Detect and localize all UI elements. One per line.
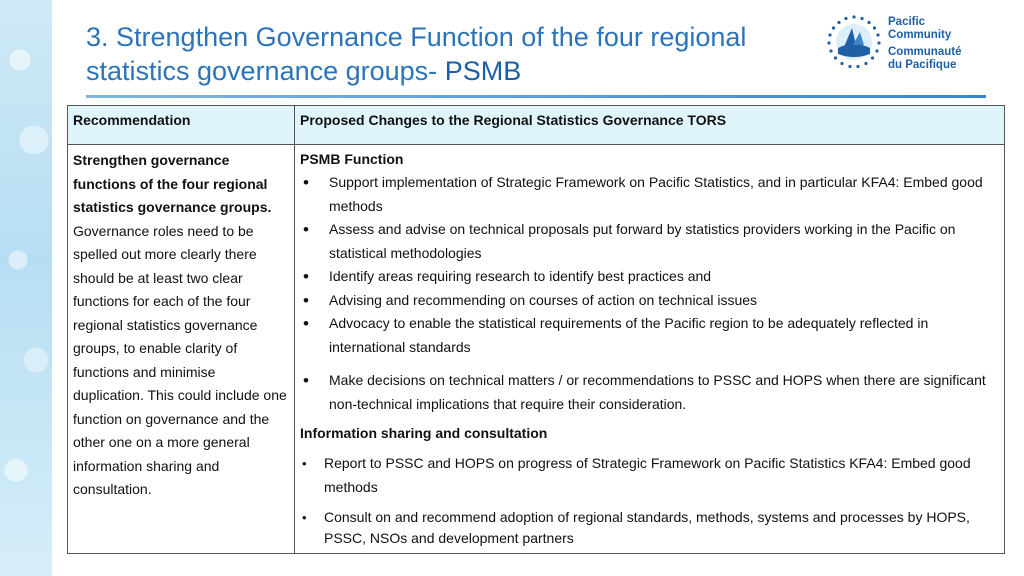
title-line-2 [86, 54, 806, 88]
info-sharing-list [300, 452, 999, 549]
psmb-function-heading: PSMB Function [300, 151, 404, 167]
logo-en-line2: Community [888, 28, 952, 41]
page-title [86, 20, 806, 88]
pacific-community-logo [826, 14, 976, 74]
logo-emblem-icon [826, 14, 882, 70]
list-item: • Identify areas requiring research to identify best practices and [300, 265, 999, 289]
list-item: • Assess and advise on technical proposals put forward by statistics providers working in the Pacific on statistical methodologies [300, 218, 999, 265]
recommendation-cell [68, 145, 295, 554]
logo-en-line1: Pacific [888, 16, 926, 28]
header-proposed-changes: Proposed Changes to the Regional Statistics Governance TORS [295, 106, 1005, 145]
table-row [68, 145, 1005, 554]
header-recommendation: Recommendation [68, 106, 295, 145]
title-line-2-text: statistics governance groups- [86, 56, 445, 86]
logo-text [888, 16, 961, 71]
recommendation-text [73, 149, 289, 502]
title-line-1: 3. Strengthen Governance Function of the four regional [86, 22, 747, 52]
psmb-function-list [300, 171, 999, 359]
governance-tors-table [67, 105, 1005, 554]
list-item: • Support implementation of Strategic Framework on Pacific Statistics, and in particular KFA4: Embed good methods [300, 171, 999, 218]
info-sharing-heading: Information sharing and consultation [300, 425, 548, 441]
list-item: • Consult on and recommend adoption of regional standards, methods, systems and processes by HOPS, PSSC, NSOs and development partners [300, 507, 999, 549]
recommendation-bold: Strengthen governance functions of the four regional statistics governance groups. [73, 152, 272, 215]
list-item: • Make decisions on technical matters / or recommendations to PSSC and HOPS when there are significant non-technical implications that require their consideration. [300, 369, 999, 416]
title-divider [86, 95, 986, 98]
decorative-side-band [0, 0, 52, 576]
recommendation-body: Governance roles need to be spelled out more clearly there should be at least two clear functions for each of the four regional statistics governance groups, to enable clarity of functions and minimise duplication. This could include one function on governance and the other one on a more general information sharing and consultation. [73, 222, 287, 497]
title-accent: PSMB [444, 56, 522, 86]
table-header-row [68, 106, 1005, 145]
psmb-extra-list [300, 369, 999, 416]
proposed-changes-cell [295, 145, 1005, 554]
logo-fr-line2: du Pacifique [888, 58, 957, 71]
list-item: • Advocacy to enable the statistical requirements of the Pacific region to be adequately reflected in international standards [300, 312, 999, 359]
list-item: • Report to PSSC and HOPS on progress of Strategic Framework on Pacific Statistics KFA4: Embed good methods [300, 452, 999, 499]
logo-fr-line1: Communauté [888, 46, 962, 58]
list-item: • Advising and recommending on courses of action on technical issues [300, 289, 999, 313]
